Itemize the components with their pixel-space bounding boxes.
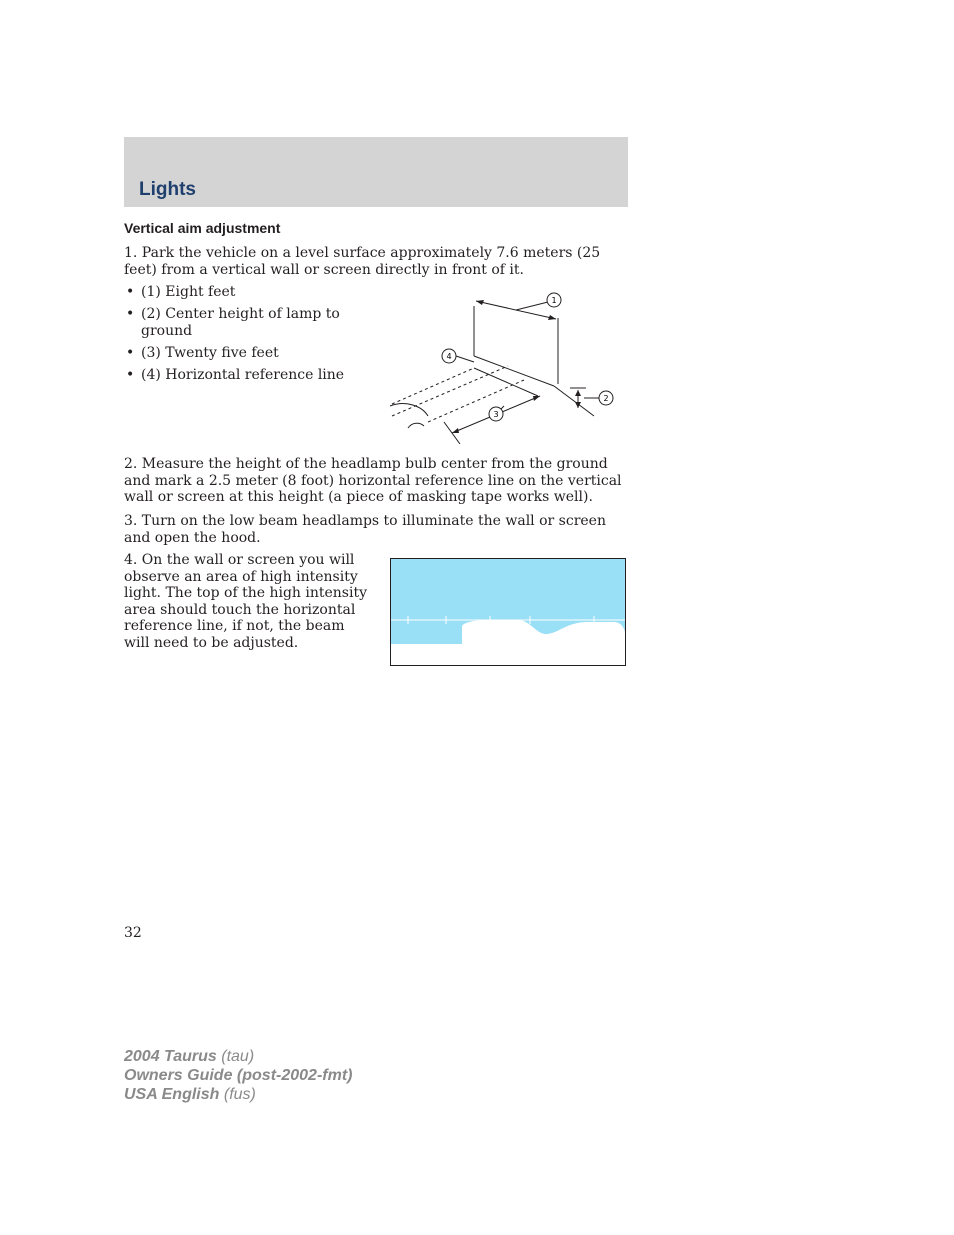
aim-setup-diagram <box>388 288 620 444</box>
section-heading: Vertical aim adjustment <box>124 220 281 236</box>
step-1-text: 1. Park the vehicle on a level surface approximately 7.6 meters (25 feet) from a vertical wall or screen directly in front of it. <box>124 245 601 278</box>
page-title: Lights <box>139 179 196 200</box>
beam-pattern-illustration <box>390 558 627 667</box>
callout-4: 4 <box>446 352 452 361</box>
footer-language: USA English <box>124 1086 220 1103</box>
step-2-text: 2. Measure the height of the headlamp bulb center from the ground and mark a 2.5 meter (8 foot) horizontal reference line on the vertical wall or screen at this height (a piece of masking tape works well). <box>124 456 622 505</box>
section-banner <box>124 137 628 207</box>
wall-base-line <box>474 356 554 386</box>
callout-1: 1 <box>551 296 557 305</box>
headlamp-outline <box>390 404 428 416</box>
footer-model-code: (tau) <box>221 1048 255 1065</box>
legend-item: • (4) Horizontal reference line <box>124 367 364 384</box>
ground-line <box>554 386 594 416</box>
step-3-text: 3. Turn on the low beam headlamps to illuminate the wall or screen and open the hood. <box>124 513 606 546</box>
footer-guide: Owners Guide (post-2002-fmt) <box>124 1067 353 1084</box>
legend-item: • (2) Center height of lamp to ground <box>124 306 364 339</box>
footer-language-code: (fus) <box>223 1086 256 1103</box>
document-footer <box>124 1047 352 1104</box>
reference-line <box>474 368 538 396</box>
diagram-legend-list <box>124 284 364 389</box>
page-number: 32 <box>124 925 142 941</box>
footer-model: 2004 Taurus <box>124 1048 217 1065</box>
legend-item: • (1) Eight feet <box>124 284 364 301</box>
step-4-text: 4. On the wall or screen you will observe an area of high intensity light. The top of the high intensity area should touch the horizontal reference line, if not, the beam will need to be adjusted. <box>124 552 367 651</box>
callout-3: 3 <box>493 410 499 419</box>
legend-item: • (3) Twenty five feet <box>124 345 364 362</box>
callout-2: 2 <box>603 394 609 403</box>
